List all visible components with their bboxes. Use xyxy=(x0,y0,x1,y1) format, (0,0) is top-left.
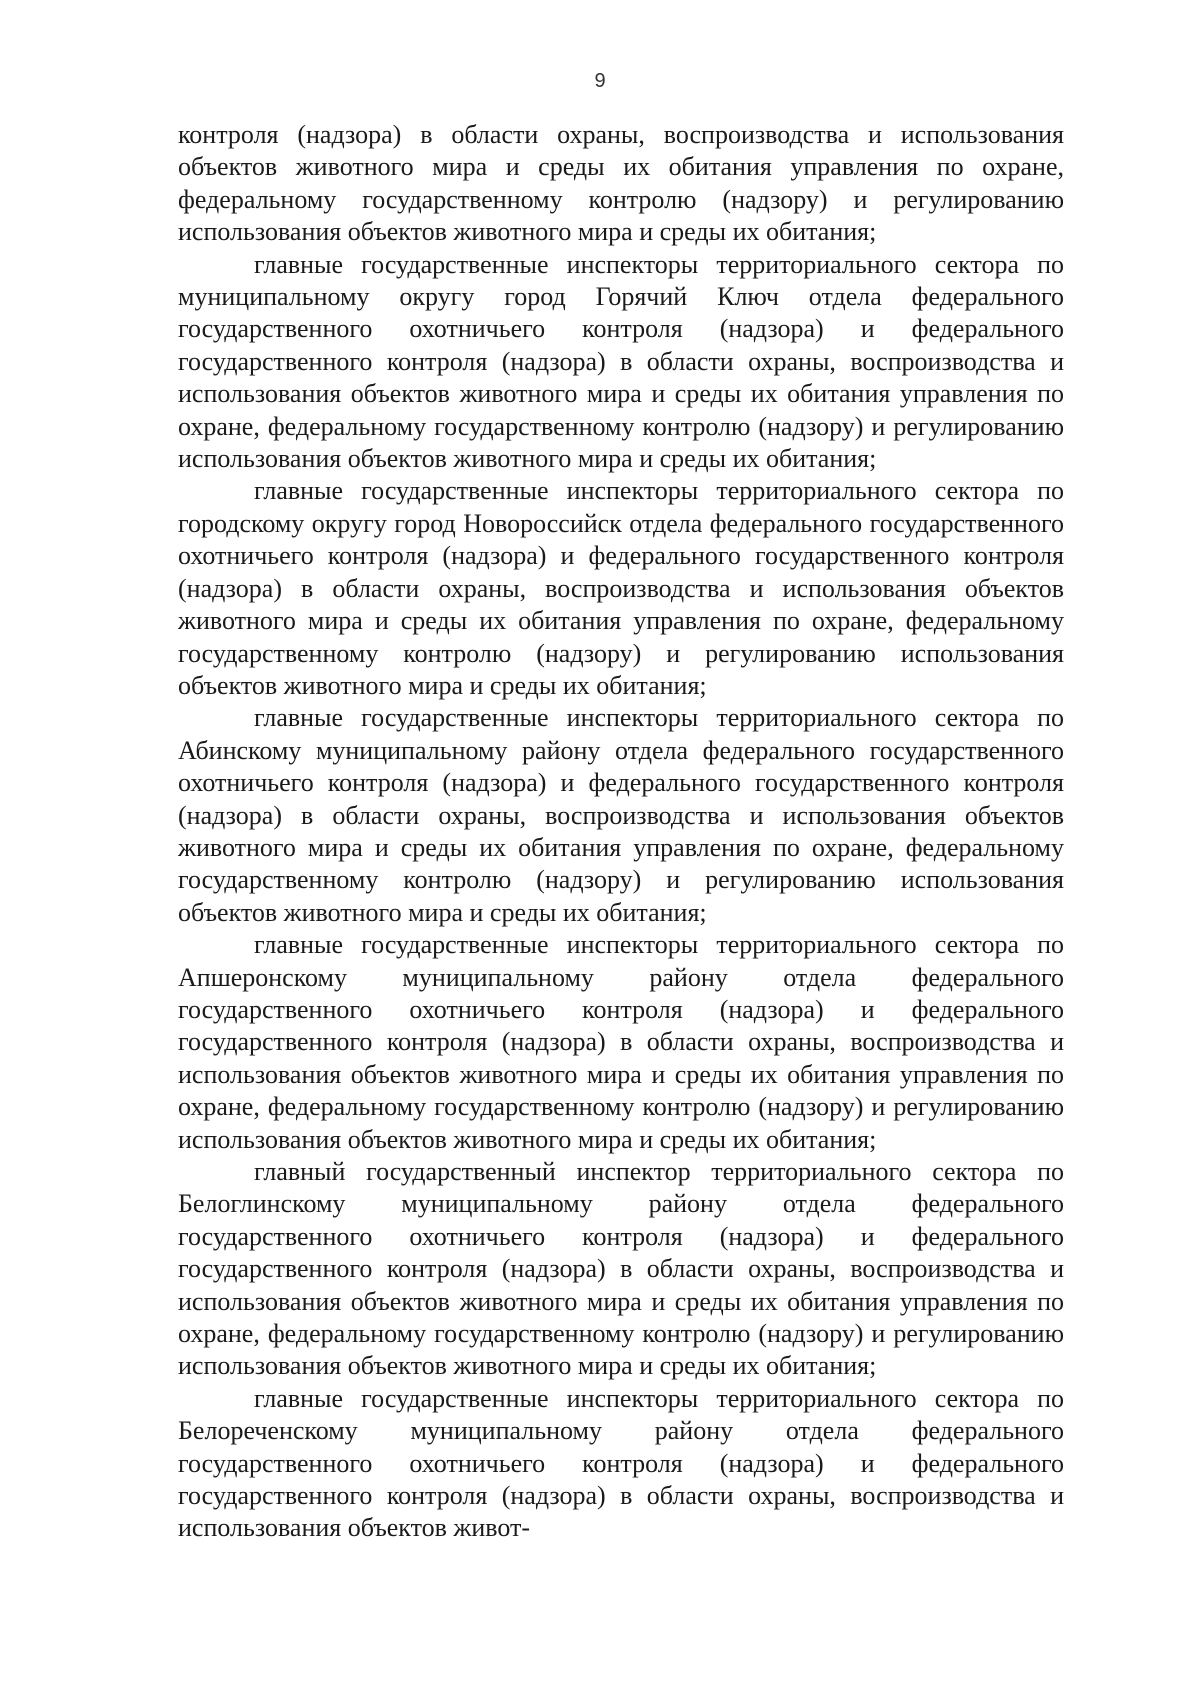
body-text xyxy=(178,119,1064,1545)
paragraph: главные государственные инспекторы территориального сектора по муниципальному округу город Горячий Ключ отдела федерального государственного охотничьего контроля (надзора) и федерального государственного контроля (надзора) в области охраны, воспроизводства и использования объектов животного мира и среды их обитания управления по охране, федеральному государственному контролю (надзору) и регулированию использования объектов животного мира и среды их обитания; xyxy=(178,249,1064,474)
paragraph: главные государственные инспекторы территориального сектора по Абинскому муниципальному району отдела федерального государственного охотничьего контроля (надзора) и федерального государственного контроля (надзора) в области охраны, воспроизводства и использования объектов животного мира и среды их обитания управления по охране, федеральному государственному контролю (надзору) и регулированию использования объектов животного мира и среды их обитания; xyxy=(178,703,1064,927)
paragraph: контроля (надзора) в области охраны, воспроизводства и использования объектов животного мира и среды их обитания управления по охране, федеральному государственному контролю (надзору) и регулированию использования объектов животного мира и среды их обитания; xyxy=(178,120,1064,247)
paragraph: главные государственные инспекторы территориального сектора по Апшеронскому муниципальному району отдела федерального государственного охотничьего контроля (надзора) и федерального государственного контроля (надзора) в области охраны, воспроизводства и использования объектов животного мира и среды их обитания управления по охране, федеральному государственному контролю (надзору) и регулированию использования объектов животного мира и среды их обитания; xyxy=(178,930,1064,1154)
paragraph: главный государственный инспектор территориального сектора по Белоглинскому муниципальному району отдела федерального государственного охотничьего контроля (надзора) и федерального государственного контроля (надзора) в области охраны, воспроизводства и использования объектов животного мира и среды их обитания управления по охране, федеральному государственному контролю (надзору) и регулированию использования объектов животного мира и среды их обитания; xyxy=(178,1157,1064,1381)
paragraph: главные государственные инспекторы территориального сектора по городскому округу город Новороссийск отдела федерального государственного охотничьего контроля (надзора) и федерального государственного контроля (надзора) в области охраны, воспроизводства и использования объектов животного мира и среды их обитания управления по охране, федеральному государственному контролю (надзору) и регулированию использования объектов животного мира и среды их обитания; xyxy=(178,476,1064,700)
paragraph: главные государственные инспекторы территориального сектора по Белореченскому муниципальному району отдела федерального государственного охотничьего контроля (надзора) и федерального государственного контроля (надзора) в области охраны, воспроизводства и использования объектов живот- xyxy=(178,1383,1064,1543)
page-number: 9 xyxy=(594,70,606,92)
